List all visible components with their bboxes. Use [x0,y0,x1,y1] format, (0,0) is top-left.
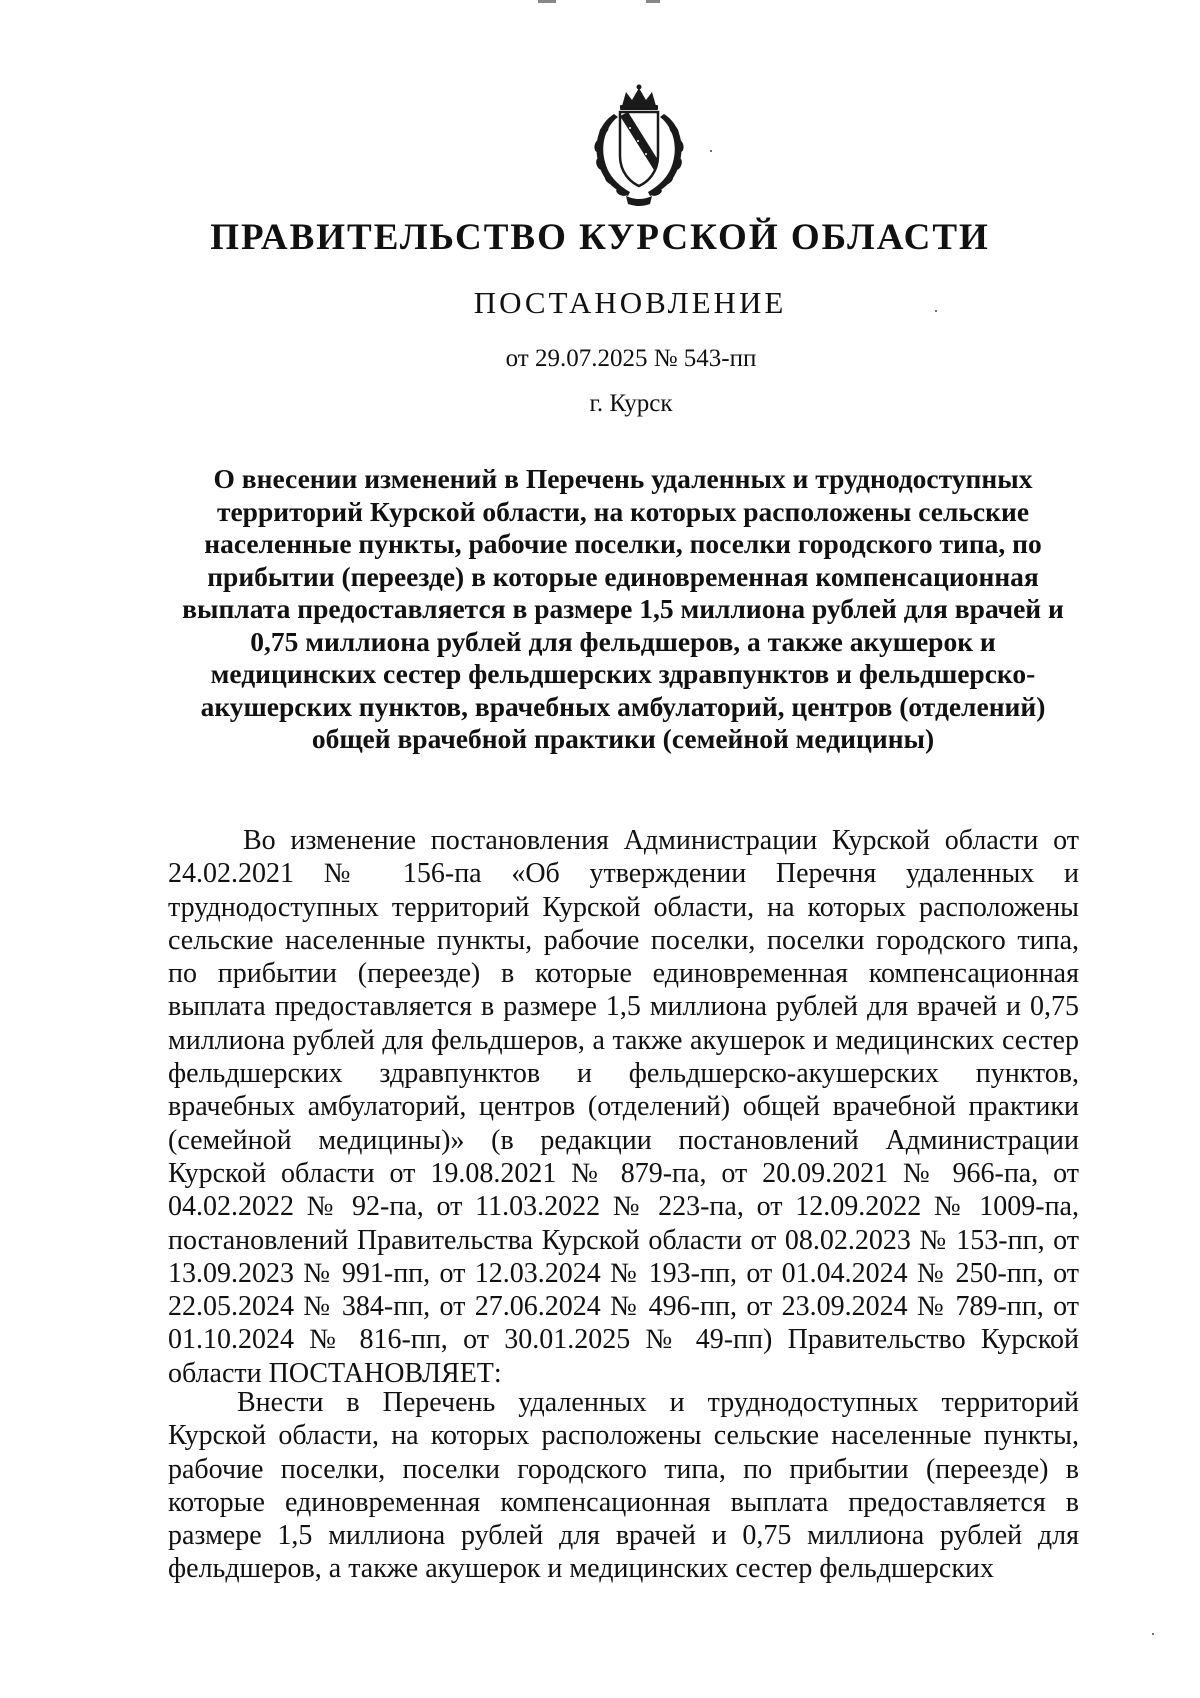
scan-speck [1152,1633,1154,1635]
scan-mark [646,0,660,3]
body-paragraph-1: Во изменение постановления Администрации Курской области от 24.02.2021 № 156-па «Об утверждении Перечня удаленных и труднодоступных территорий Курской области, на которых расположены сельские населенные пункты, рабочие поселки, поселки городского типа, по прибытии (переезде) в которые единовременная компенсационная выплата предоставляется в размере 1,5 миллиона рублей для врачей и 0,75 миллиона рублей для фельдшеров, а также акушерок и медицинских сестер фельдшерских здравпунктов и фельдшерско-акушерских пунктов, врачебных амбулаторий, центров (отделений) общей врачебной практики (семейной медицины)» (в редакции постановлений Администрации Курской области от 19.08.2021 № 879-па, от 20.09.2021 № 966-па, от 04.02.2022 № 92-па, от 11.03.2022 № 223-па, от 12.09.2022 № 1009-па, постановлений Правительства Курской области от 08.02.2023 № 153-пп, от 13.09.2023 № 991-пп, от 12.03.2024 № 193-пп, от 01.04.2024 № 250-пп, от 22.05.2024 № 384-пп, от 27.06.2024 № 496-пп, от 23.09.2024 № 789-пп, от 01.10.2024 № 816-пп, от 30.01.2025 № 49-пп) Правительство Курской области ПОСТАНОВЛЯЕТ: [168,825,1079,1389]
kursk-oblast-coat-of-arms-icon [570,84,708,206]
document-date-number: от 29.07.2025 № 543-пп [505,345,757,372]
government-title: ПРАВИТЕЛЬСТВО КУРСКОЙ ОБЛАСТИ [210,217,990,258]
scan-speck [935,310,937,312]
document-type: ПОСТАНОВЛЕНИЕ [473,285,787,320]
document-subject: О внесении изменений в Перечень удаленных и труднодоступных территорий Курской области, на которых расположены сельские населенные пункты, рабочие поселки, поселки городского типа, по прибытии (переезде) в которые единовременная компенсационная выплата предоставляется в размере 1,5 миллиона рублей для врачей и 0,75 миллиона рублей для фельдшеров, а также акушерок и медицинских сестер фельдшерских здравпунктов и фельдшерско-акушерских пунктов, врачебных амбулаторий, центров (отделений) общей врачебной практики (семейной медицины) [182,463,1064,754]
scan-speck [710,150,712,152]
body-paragraph-2: Внести в Перечень удаленных и труднодоступных территорий Курской области, на которых расположены сельские населенные пункты, рабочие поселки, поселки городского типа, по прибытии (переезде) в которые единовременная компенсационная выплата предоставляется в размере 1,5 миллиона рублей для врачей и 0,75 миллиона рублей для фельдшеров, а также акушерок и медицинских сестер фельдшерских [168,1387,1079,1585]
scan-mark [538,0,556,3]
document-city: г. Курск [589,390,673,417]
